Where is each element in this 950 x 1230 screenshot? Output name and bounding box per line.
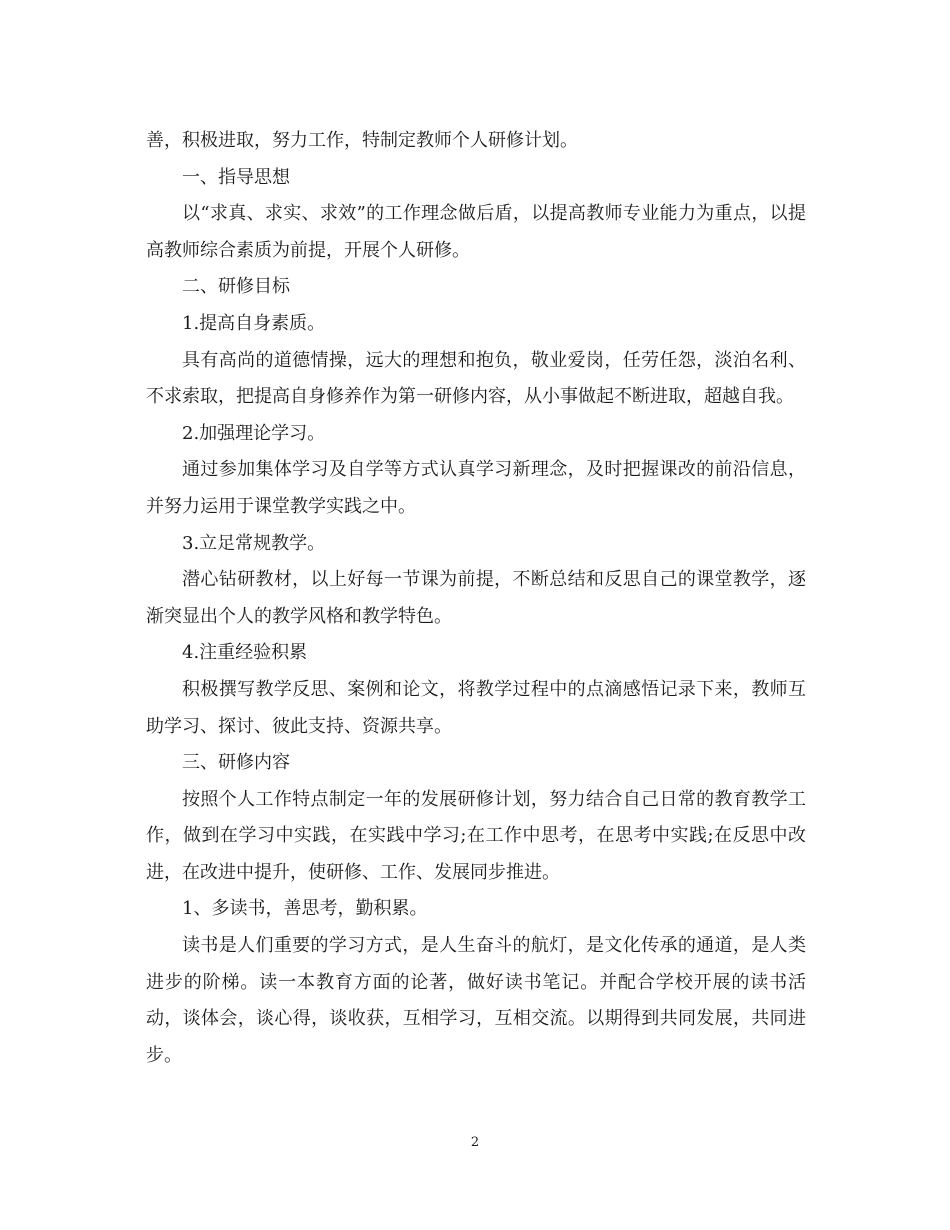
paragraph: 积极撰写教学反思、案例和论文，将教学过程中的点滴感悟记录下来，教师互助学习、探讨、彼此支持、资源共享。: [146, 678, 806, 737]
paragraph: 按照个人工作特点制定一年的发展研修计划，努力结合自己日常的教育教学工作，做到在学习中实践，在实践中学习;在工作中思考，在思考中实践;在反思中改进，在改进中提升，使研修、工作、发展同步推进。: [146, 788, 806, 883]
paragraph: 三、研修内容: [182, 752, 290, 774]
paragraph: 二、研修目标: [182, 276, 290, 298]
document-body: [146, 123, 806, 1074]
paragraph: 4.注重经验积累: [182, 642, 308, 664]
paragraph: 1、多读书，善思考，勤积累。: [182, 898, 428, 920]
paragraph: 读书是人们重要的学习方式，是人生奋斗的航灯，是文化传承的通道，是人类进步的阶梯。读一本教育方面的论著，做好读书笔记。并配合学校开展的读书活动，谈体会，谈心得，谈收获，互相学习，互相交流。以期得到共同发展，共同进步。: [146, 935, 806, 1066]
paragraph: 2.加强理论学习。: [182, 422, 326, 444]
paragraph: 3.立足常规教学。: [182, 532, 326, 554]
paragraph: 潜心钻研教材，以上好每一节课为前提，不断总结和反思自己的课堂教学，逐渐突显出个人的教学风格和教学特色。: [146, 569, 806, 627]
page-number: 2: [470, 1135, 480, 1150]
paragraph: 以“求真、求实、求效”的工作理念做后盾，以提高教师专业能力为重点，以提高教师综合素质为前提，开展个人研修。: [146, 203, 806, 261]
paragraph: 善，积极进取，努力工作，特制定教师个人研修计划。: [146, 130, 578, 151]
paragraph: 具有高尚的道德情操，远大的理想和抱负，敬业爱岗，任劳任怨，淡泊名利、不求索取，把提高自身修养作为第一研修内容，从小事做起不断进取，超越自我。: [146, 349, 806, 408]
paragraph: 1.提高自身素质。: [182, 312, 326, 334]
paragraph: 通过参加集体学习及自学等方式认真学习新理念，及时把握课改的前沿信息，并努力运用于课堂教学实践之中。: [146, 459, 806, 517]
paragraph: 一、指导思想: [182, 166, 290, 188]
